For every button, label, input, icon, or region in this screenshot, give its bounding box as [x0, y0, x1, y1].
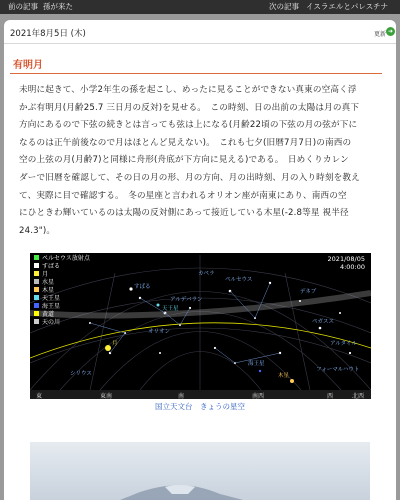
sky-chart-image[interactable] — [30, 253, 371, 399]
label-subaru: すばる — [134, 284, 151, 290]
direction-label: 南西 — [252, 393, 265, 399]
legend-swatch — [34, 295, 39, 300]
legend-item: 水星 — [34, 279, 90, 287]
legend-swatch — [34, 311, 39, 316]
refresh-icon[interactable]: ➜ — [387, 28, 394, 35]
label-moon: 月 — [112, 341, 118, 347]
legend-swatch — [34, 319, 39, 324]
post-title: 有明月 — [13, 60, 43, 71]
label-altair: アルタイル — [330, 341, 357, 347]
label-uranus: 天王星 — [162, 306, 179, 312]
label-jupiter: 木星 — [278, 373, 290, 379]
legend-item: 黄道 — [34, 311, 90, 319]
label-capella: カペラ — [198, 271, 215, 277]
label-deneb: デネブ — [300, 289, 317, 295]
direction-label: 東南 — [100, 393, 113, 399]
next-post-title-link[interactable]: イスラエルとパレスチナ — [306, 2, 389, 11]
post-card — [4, 20, 396, 500]
updated-label[interactable]: 更新 — [373, 31, 386, 38]
label-aldebaran: アルデバラン — [170, 297, 203, 303]
next-post-link[interactable]: 次の記事 — [269, 2, 299, 11]
label-perseus: ペルセウス — [225, 277, 253, 283]
sky-chart-caption-link[interactable]: 国立天文台 きょうの星空 — [155, 402, 245, 411]
mountain-silhouette — [30, 442, 370, 500]
legend-swatch — [34, 279, 39, 284]
header-divider — [4, 43, 396, 44]
legend-swatch — [34, 263, 39, 268]
direction-label: 北西 — [352, 393, 365, 399]
legend-item: 天の川 — [34, 319, 90, 327]
sky-date: 2021/08/05 — [327, 255, 365, 263]
direction-label: 東 — [36, 393, 43, 399]
prev-post-link[interactable]: 前の記事 — [8, 2, 38, 11]
legend-swatch — [34, 271, 39, 276]
label-pegasus: ペガスス — [312, 319, 335, 325]
post-date: 2021年8月5日 (木) — [10, 29, 86, 39]
label-orion: オリオン — [148, 329, 170, 335]
legend-swatch — [34, 287, 39, 292]
legend-swatch — [34, 255, 39, 260]
label-sirius: シリウス — [70, 371, 92, 377]
mountain-photo[interactable] — [30, 442, 370, 500]
title-underline — [10, 73, 382, 74]
prev-post-title-link[interactable]: 孫が来た — [43, 2, 73, 11]
legend-item: 天王星 — [34, 295, 90, 303]
legend-item: すばる — [34, 263, 90, 271]
sky-datetime — [328, 255, 365, 271]
legend-item: 木星 — [34, 287, 90, 295]
label-fomalhaut: フォーマルハウト — [316, 367, 360, 373]
direction-label: 南 — [178, 393, 185, 399]
direction-bar — [30, 390, 371, 399]
legend-item: 月 — [34, 271, 90, 279]
sky-time: 4:00:00 — [339, 263, 365, 271]
legend-item: 海王星 — [34, 303, 90, 311]
legend-swatch — [34, 303, 39, 308]
legend-item: ペルセウス放射点 — [34, 255, 90, 263]
label-neptune: 海王星 — [248, 361, 265, 367]
top-navigation — [0, 0, 400, 14]
sky-legend — [34, 255, 90, 327]
direction-label: 西 — [327, 393, 334, 399]
post-body: 未明に起きて、小学2年生の孫を起こし、めったに見ることができない真東の空高く浮 かぶ有明月(月齢25.7 三日月の反対)を見せる。 この時刻、日の出前の太陽は月の真下 方向にあるので下弦の続きとは言っても弦は上になる(月齢22頃の下弦の月の弦が下に なるのは正午前後なので月はほとんど見えない)。 これも七夕(旧暦7月7日)の南西の 空の上弦の月(月齢7)と同様に舟形(舟底が下方向に見える)である。 日めくりカレン ダーで旧暦を確認して、その日の月の形、月の方向、月の出時刻、月の入り時刻を教え て、実際に目で確認する。 冬の星座と言われるオリオン座が南東にあり、南西の空 にひときわ輝いているのは太陽の反対側にあって接近している木星(-2.8等星 視半径 24.3")。 — [19, 85, 360, 236]
